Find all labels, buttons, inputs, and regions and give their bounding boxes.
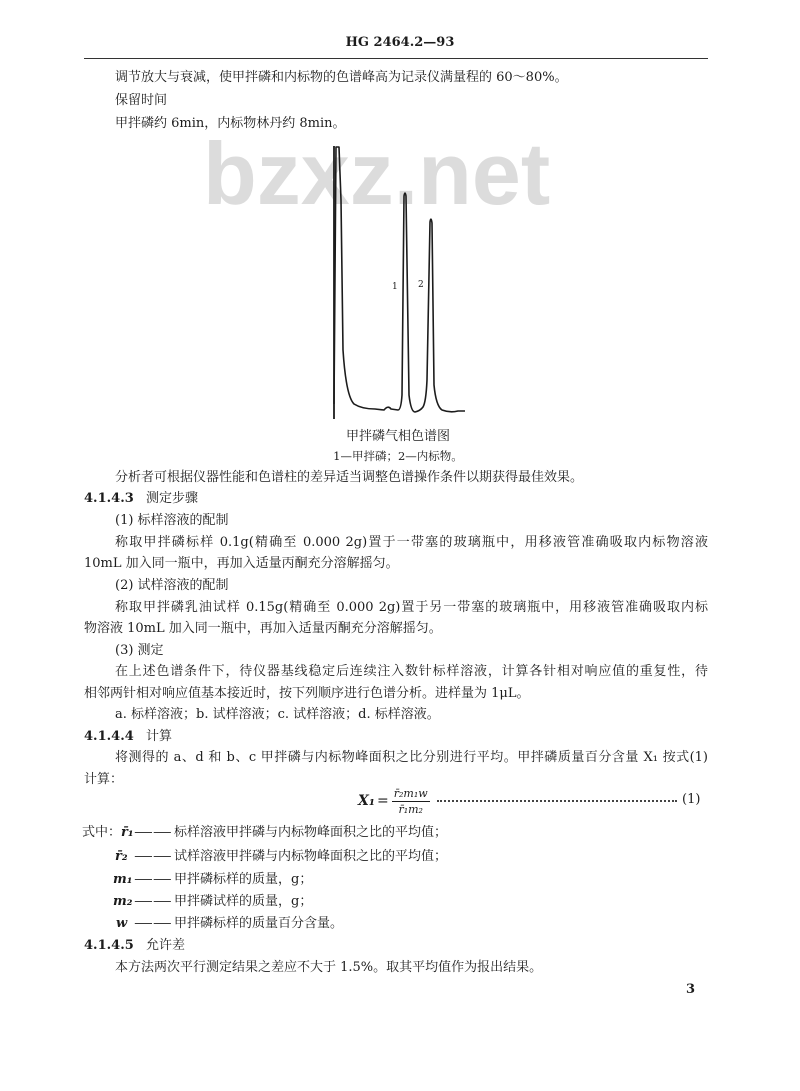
- operating-note: 分析者可根据仪器性能和色谱柱的差异适当调整色谱操作条件以期获得最佳效果。: [115, 470, 584, 485]
- formula-lhs: X₁: [358, 793, 375, 809]
- section-number: 4.1.4.3: [84, 491, 134, 506]
- step-label: (2) 试样溶液的配制: [115, 578, 229, 593]
- figure-legend: 1—甲拌磷；2—内标物。: [333, 449, 463, 463]
- definition-dash: [134, 870, 172, 890]
- step-label: (1) 标样溶液的配制: [115, 513, 229, 528]
- formula-equals: =: [377, 793, 389, 809]
- definition-dash: [134, 823, 172, 843]
- paragraph-line: 物溶液 10mL 加入同一瓶中，再加入适量丙酮充分溶解摇匀。: [84, 621, 442, 636]
- formula: [358, 786, 430, 816]
- paragraph-line: 将测得的 a、d 和 b、c 甲拌磷与内标物峰面积之比分别进行平均。甲拌磷质量百分含量 X₁ 按式(1): [115, 750, 708, 765]
- section-number: 4.1.4.5: [84, 938, 134, 953]
- header-rule: [84, 58, 708, 59]
- formula-numerator: r̄₂m₁w: [393, 786, 428, 800]
- paragraph-line: 在上述色谱条件下，待仪器基线稳定后连续注入数针标样溶液，计算各针相对响应值的重复性，待: [115, 664, 708, 679]
- section-title: 计算: [146, 729, 173, 744]
- section-title: 测定步骤: [146, 491, 199, 506]
- retention-time-text: 甲拌磷约 6min，内标物林丹约 8min。: [115, 116, 346, 131]
- definition-dash: [134, 914, 172, 934]
- definition-text: 甲拌磷标样的质量百分含量。: [174, 916, 344, 931]
- dash: ——: [134, 872, 172, 887]
- step-label: (3) 测定: [115, 643, 164, 658]
- dash: ——: [134, 825, 172, 840]
- paragraph-line: 计算：: [84, 772, 124, 787]
- chromatogram-figure: [320, 138, 480, 428]
- paragraph-line: 称取甲拌磷标样 0.1g(精确至 0.000 2g)置于一带塞的玻璃瓶中，用移液管准确吸取内标物溶液: [115, 535, 708, 550]
- definition-text: 试样溶液甲拌磷与内标物峰面积之比的平均值；: [174, 849, 448, 864]
- section-number: 4.1.4.4: [84, 729, 134, 744]
- definition-dash: [134, 847, 172, 867]
- formula-fraction: [392, 787, 430, 816]
- formula-denominator: r̄₁m₂: [398, 802, 423, 816]
- figure-caption: 甲拌磷气相色谱图: [345, 429, 450, 444]
- formula-leader-dots: [437, 800, 677, 802]
- peak-label-1: 1: [392, 282, 398, 292]
- peak-label-2: 2: [418, 280, 424, 290]
- definition-text: 标样溶液甲拌磷与内标物峰面积之比的平均值；: [174, 825, 448, 840]
- definition-text: 甲拌磷试样的质量，g；: [174, 894, 313, 909]
- equation-number: (1): [682, 792, 701, 807]
- gain-adjustment-text: 调节放大与衰减，使甲拌磷和内标物的色谱峰高为记录仪满量程的 60～80%。: [115, 70, 568, 85]
- definition-symbol: w: [116, 916, 128, 931]
- paragraph-line: 10mL 加入同一瓶中，再加入适量丙酮充分溶解摇匀。: [84, 556, 399, 571]
- definition-symbol: r̄₂: [115, 849, 128, 864]
- retention-time-heading: 保留时间: [115, 93, 168, 108]
- where-prefix: 式中：: [82, 825, 122, 840]
- dash: ——: [134, 849, 172, 864]
- paragraph-line: 称取甲拌磷乳油试样 0.15g(精确至 0.000 2g)置于另一带塞的玻璃瓶中，用移液管准确吸取内标: [115, 600, 708, 615]
- section-title: 允许差: [146, 938, 186, 953]
- chromatogram-trace: [334, 147, 465, 412]
- definition-symbol: m₂: [113, 894, 133, 909]
- dash: ——: [134, 894, 172, 909]
- tolerance-text: 本方法两次平行测定结果之差应不大于 1.5%。取其平均值作为报出结果。: [115, 960, 543, 975]
- paragraph-line: 相邻两针相对响应值基本接近时，按下列顺序进行色谱分析。进样量为 1μL。: [84, 686, 530, 701]
- standard-code: HG 2464.2—93: [345, 35, 455, 50]
- definition-symbol: r̄₁: [121, 825, 134, 840]
- dash: ——: [134, 916, 172, 931]
- watermark: bzxz.net: [203, 124, 551, 223]
- injection-sequence: a. 标样溶液；b. 试样溶液；c. 试样溶液；d. 标样溶液。: [115, 707, 440, 722]
- definition-symbol: m₁: [113, 872, 133, 887]
- definition-dash: [134, 892, 172, 912]
- definition-text: 甲拌磷标样的质量，g；: [174, 872, 313, 887]
- page-number: 3: [686, 982, 696, 997]
